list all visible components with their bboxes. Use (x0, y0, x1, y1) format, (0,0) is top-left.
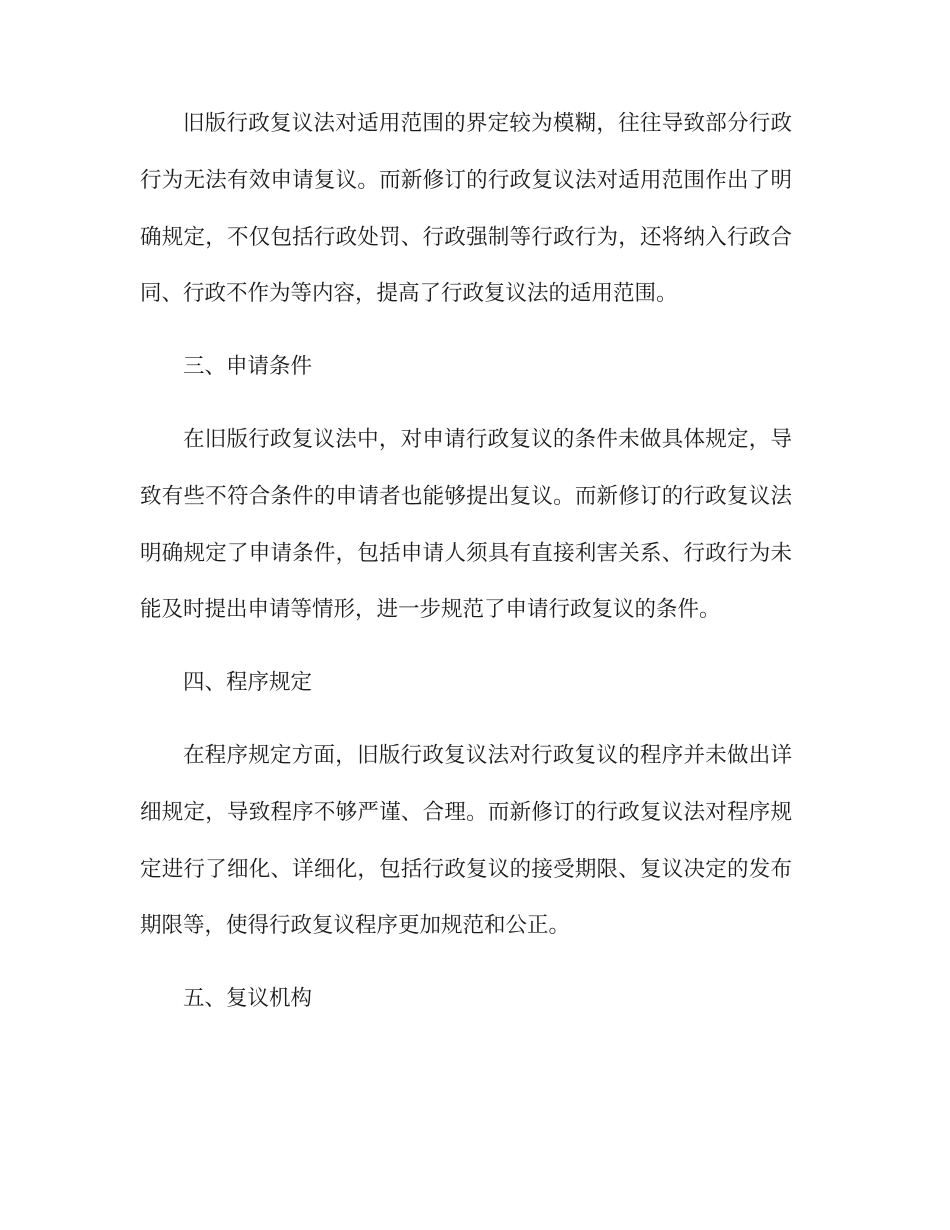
heading-application-conditions: 三、申请条件 (183, 354, 313, 380)
heading-review-body: 五、复议机构 (183, 986, 313, 1012)
document-body (140, 96, 792, 1044)
paragraph-scope: 旧版行政复议法对适用范围的界定较为模糊，往往导致部分行政行为无法有效申请复议。而新修订的行政复议法对适用范围作出了明确规定，不仅包括行政处罚、行政强制等行政行为，还将纳入行政合同、行政不作为等内容，提高了行政复议法的适用范围。 (140, 111, 792, 307)
paragraph-application-conditions: 在旧版行政复议法中，对申请行政复议的条件未做具体规定，导致有些不符合条件的申请者也能够提出复议。而新修订的行政复议法明确规定了申请条件，包括申请人须具有直接利害关系、行政行为未能及时提出申请等情形，进一步规范了申请行政复议的条件。 (140, 426, 792, 623)
paragraph-procedure: 在程序规定方面，旧版行政复议法对行政复议的程序并未做出详细规定，导致程序不够严谨、合理。而新修订的行政复议法对程序规定进行了细化、详细化，包括行政复议的接受期限、复议决定的发布期限等，使得行政复议程序更加规范和公正。 (140, 742, 792, 939)
heading-procedure: 四、程序规定 (183, 670, 313, 696)
